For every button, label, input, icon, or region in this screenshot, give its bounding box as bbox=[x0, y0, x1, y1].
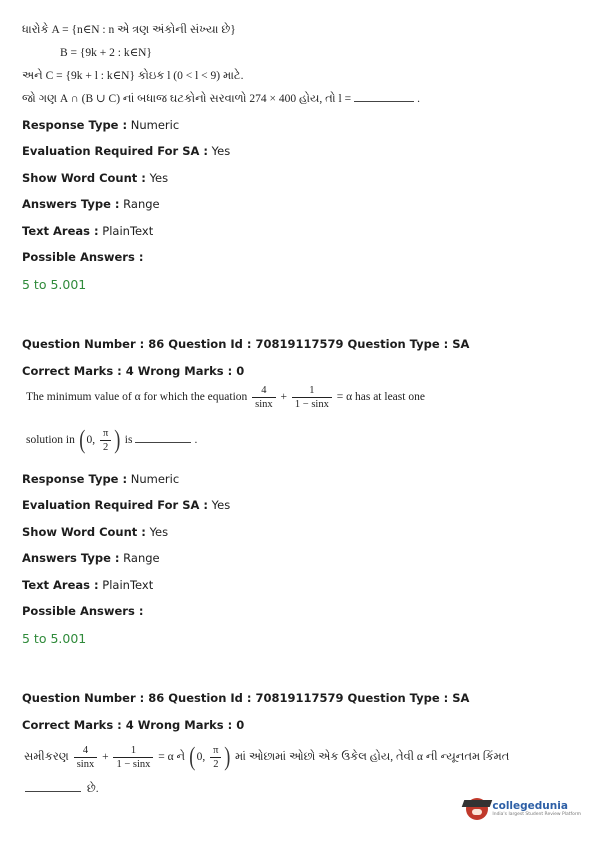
plus-sign: + bbox=[280, 391, 288, 404]
answers-type-row bbox=[22, 197, 160, 211]
question-text-line2: solution in (0, $\frac{\pi}{2}$ ) is . bbox=[26, 425, 198, 455]
fraction-denominator: 1 − sinx bbox=[116, 758, 151, 770]
possible-answers-row bbox=[22, 604, 143, 618]
logo-tagline: India's largest Student Review Platform bbox=[492, 812, 581, 817]
word-count-value: Yes bbox=[149, 525, 169, 539]
word-count-row bbox=[22, 171, 168, 185]
fraction-4-over-sinx bbox=[74, 744, 98, 771]
marks-line: Correct Marks : 4 Wrong Marks : 0 bbox=[22, 718, 245, 732]
collegedunia-logo bbox=[466, 798, 581, 820]
fraction-pi-over-2 bbox=[210, 744, 221, 771]
response-type-label: Response Type : bbox=[22, 472, 128, 486]
answer-blank bbox=[135, 441, 191, 443]
evaluation-label: Evaluation Required For SA : bbox=[22, 498, 209, 512]
solution-in-text: solution in bbox=[26, 434, 75, 446]
gujarati-question-intro: સમીકરણ bbox=[24, 751, 69, 763]
fraction-numerator: 1 bbox=[113, 744, 153, 758]
fraction-numerator: π bbox=[100, 427, 111, 441]
marks-line: Correct Marks : 4 Wrong Marks : 0 bbox=[22, 364, 245, 378]
right-paren: ) bbox=[114, 425, 121, 455]
set-b-definition: B = {9k + 2 : k∈N} bbox=[60, 47, 152, 59]
answer-blank bbox=[354, 100, 414, 102]
response-type-label: Response Type : bbox=[22, 118, 128, 132]
fraction-denominator: sinx bbox=[255, 399, 273, 410]
response-type-value: Numeric bbox=[130, 472, 180, 486]
response-type-row bbox=[22, 118, 179, 132]
text-areas-value: PlainText bbox=[102, 578, 154, 592]
answers-type-value: Range bbox=[123, 551, 160, 565]
evaluation-value: Yes bbox=[211, 498, 231, 512]
evaluation-row bbox=[22, 144, 230, 158]
question-text-line1 bbox=[26, 384, 425, 411]
fraction-1-over-1-minus-sinx bbox=[292, 384, 332, 411]
answers-type-value: Range bbox=[123, 197, 160, 211]
fraction-denominator: 1 − sinx bbox=[294, 399, 329, 410]
answers-type-row bbox=[22, 551, 160, 565]
interval-left: 0, bbox=[196, 751, 206, 763]
answers-type-label: Answers Type : bbox=[22, 551, 120, 565]
evaluation-label: Evaluation Required For SA : bbox=[22, 144, 209, 158]
fraction-numerator: π bbox=[210, 744, 221, 758]
possible-answers-label: Possible Answers : bbox=[22, 250, 144, 264]
logo-name: collegedunia bbox=[492, 800, 568, 812]
answers-type-label: Answers Type : bbox=[22, 197, 120, 211]
is-text: is bbox=[124, 434, 133, 446]
gujarati-question-line2 bbox=[22, 783, 99, 796]
question-text-tail: = α has at least one bbox=[336, 391, 425, 404]
evaluation-value: Yes bbox=[211, 144, 231, 158]
possible-answer-value: 5 to 5.001 bbox=[22, 277, 87, 292]
question-text-intro: The minimum value of α for which the equation bbox=[26, 391, 248, 404]
word-count-label: Show Word Count : bbox=[22, 171, 146, 185]
plus-sign: + bbox=[102, 751, 109, 763]
possible-answers-label: Possible Answers : bbox=[22, 604, 144, 618]
logo-text bbox=[492, 800, 581, 818]
gujarati-question-line1 bbox=[24, 740, 509, 774]
fraction-pi-over-2 bbox=[100, 427, 111, 454]
text-areas-label: Text Areas : bbox=[22, 224, 99, 238]
response-type-value: Numeric bbox=[130, 118, 180, 132]
text-areas-value: PlainText bbox=[102, 224, 154, 238]
equals-alpha: = α ને bbox=[158, 751, 186, 763]
fraction-numerator: 4 bbox=[252, 384, 276, 398]
set-a-definition: ધારોકે A = {n∈N : n એ ત્રણ અંકોની સંખ્યા છે} bbox=[22, 24, 236, 36]
word-count-label: Show Word Count : bbox=[22, 525, 146, 539]
answer-blank bbox=[25, 790, 81, 792]
left-paren: ( bbox=[189, 742, 196, 772]
fraction-denominator: 2 bbox=[102, 441, 109, 453]
question-header: Question Number : 86 Question Id : 70819117579 Question Type : SA bbox=[22, 691, 470, 705]
set-c-definition: અને C = {9k + l : k∈N} કોઇક l (0 < l < 9) માટે. bbox=[22, 70, 244, 82]
text-areas-label: Text Areas : bbox=[22, 578, 99, 592]
text-areas-row bbox=[22, 578, 153, 592]
fraction-numerator: 4 bbox=[74, 744, 98, 758]
question-sum-condition: જો ગણ A ∩ (B ∪ C) નાં બધાજ ઘટકોનો સરવાળો 274 × 400 હોય, તો l = . bbox=[22, 93, 420, 105]
possible-answers-row bbox=[22, 250, 143, 264]
right-paren: ) bbox=[224, 742, 231, 772]
evaluation-row bbox=[22, 498, 230, 512]
word-count-value: Yes bbox=[149, 171, 169, 185]
left-paren: ( bbox=[79, 425, 86, 455]
word-count-row bbox=[22, 525, 168, 539]
question-header: Question Number : 86 Question Id : 70819117579 Question Type : SA bbox=[22, 337, 470, 351]
question-sum-text: જો ગણ A ∩ (B ∪ C) નાં બધાજ ઘટકોનો સરવાળો 274 × 400 હોય, તો l = bbox=[22, 93, 352, 105]
gujarati-question-end: છે. bbox=[86, 783, 99, 795]
text-areas-row bbox=[22, 224, 153, 238]
fraction-denominator: 2 bbox=[213, 758, 219, 770]
gujarati-question-tail: માં ઓછામાં ઓછો એક ઉકેલ હોય, તેવી α ની ન્યૂનતમ કિંમત bbox=[235, 751, 510, 763]
fraction-numerator: 1 bbox=[292, 384, 332, 398]
interval-left: 0, bbox=[86, 434, 96, 446]
graduate-mascot-icon bbox=[466, 798, 488, 820]
response-type-row bbox=[22, 472, 179, 486]
fraction-4-over-sinx bbox=[252, 384, 276, 411]
fraction-denominator: sinx bbox=[76, 758, 95, 770]
fraction-1-over-1-minus-sinx bbox=[113, 744, 153, 771]
possible-answer-value: 5 to 5.001 bbox=[22, 631, 87, 646]
